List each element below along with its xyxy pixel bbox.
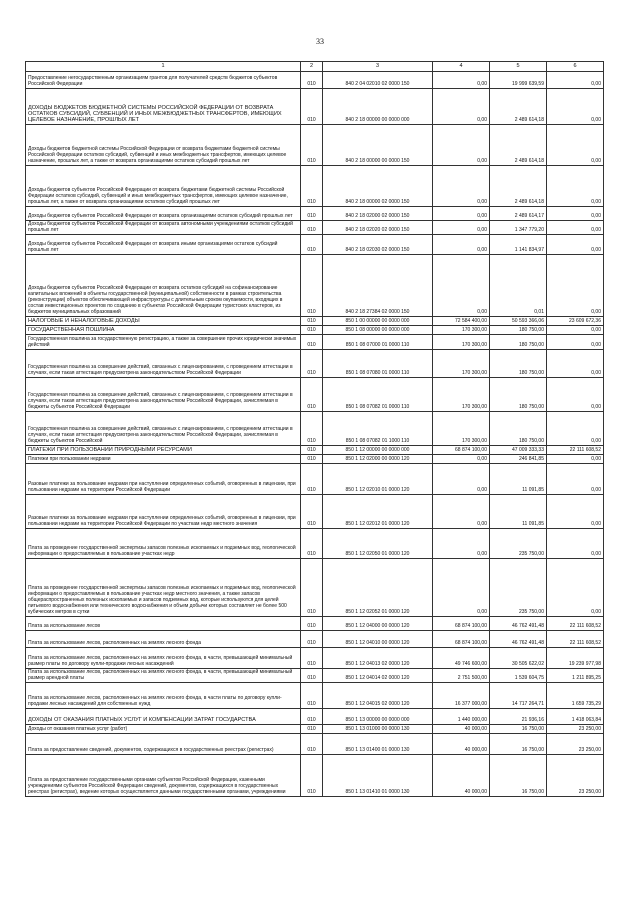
table-row bbox=[26, 755, 604, 797]
remaining-amount-cell: 0,00 bbox=[547, 495, 604, 529]
executed-amount-cell: 19 999 639,59 bbox=[490, 72, 547, 89]
executed-amount-cell: 180 750,00 bbox=[490, 378, 547, 412]
row-name-cell: Плата за использование лесов, расположенных на землях лесного фонда, в части, превышающей минимальный размер платы по договору купли-продажи лесных насаждений bbox=[26, 648, 301, 669]
admin-code-cell: 010 bbox=[301, 350, 323, 378]
admin-code-cell: 010 bbox=[301, 648, 323, 669]
row-name-cell: Плата за проведение государственной экспертизы запасов полезных ископаемых и подземных вод, геологической информации о предоставляемых в пользование участках недр bbox=[26, 529, 301, 559]
table-row bbox=[26, 648, 604, 669]
classification-code-cell: 840 2 18 02000 02 0000 150 bbox=[323, 207, 433, 221]
table-row bbox=[26, 412, 604, 446]
row-name-cell: Доходы бюджетов субъектов Российской Федерации от возврата автономными учреждениями остатков субсидий прошлых лет bbox=[26, 221, 301, 235]
planned-amount-cell: 0,00 bbox=[433, 529, 490, 559]
column-number: 5 bbox=[490, 62, 547, 72]
row-name-cell: Плата за использование лесов, расположенных на землях лесного фонда, в части платы по договору купли-продажи лесных насаждений для собственных нужд bbox=[26, 683, 301, 709]
remaining-amount-cell: 23 250,00 bbox=[547, 734, 604, 755]
column-number: 4 bbox=[433, 62, 490, 72]
admin-code-cell: 010 bbox=[301, 455, 323, 464]
planned-amount-cell: 170 300,00 bbox=[433, 412, 490, 446]
table-row bbox=[26, 255, 604, 317]
classification-code-cell: 850 1 12 04010 00 0000 120 bbox=[323, 631, 433, 648]
planned-amount-cell: 68 874 100,00 bbox=[433, 631, 490, 648]
executed-amount-cell: 0,01 bbox=[490, 255, 547, 317]
admin-code-cell: 010 bbox=[301, 495, 323, 529]
column-number: 2 bbox=[301, 62, 323, 72]
planned-amount-cell: 0,00 bbox=[433, 495, 490, 529]
planned-amount-cell: 40 000,00 bbox=[433, 725, 490, 734]
remaining-amount-cell: 0,00 bbox=[547, 207, 604, 221]
planned-amount-cell: 0,00 bbox=[433, 455, 490, 464]
remaining-amount-cell: 19 239 977,98 bbox=[547, 648, 604, 669]
admin-code-cell: 010 bbox=[301, 125, 323, 166]
admin-code-cell: 010 bbox=[301, 207, 323, 221]
classification-code-cell: 840 2 18 02030 02 0000 150 bbox=[323, 235, 433, 255]
classification-code-cell: 850 1 13 00000 00 0000 000 bbox=[323, 709, 433, 725]
row-name-cell: Платежи при пользовании недрами bbox=[26, 455, 301, 464]
classification-code-cell: 840 2 18 00000 00 0000 150 bbox=[323, 125, 433, 166]
row-name-cell: ГОСУДАРСТВЕННАЯ ПОШЛИНА bbox=[26, 326, 301, 335]
executed-amount-cell: 16 750,00 bbox=[490, 734, 547, 755]
table-row bbox=[26, 734, 604, 755]
table-row bbox=[26, 669, 604, 683]
column-number: 6 bbox=[547, 62, 604, 72]
admin-code-cell: 010 bbox=[301, 412, 323, 446]
admin-code-cell: 010 bbox=[301, 669, 323, 683]
admin-code-cell: 010 bbox=[301, 725, 323, 734]
classification-code-cell: 850 1 13 01400 01 0000 130 bbox=[323, 734, 433, 755]
classification-code-cell: 840 2 18 00000 02 0000 150 bbox=[323, 166, 433, 207]
planned-amount-cell: 40 000,00 bbox=[433, 755, 490, 797]
row-name-cell: Плата за проведение государственной экспертизы запасов полезных ископаемых и подземных вод, геологической информации о предоставляемых в пользование участках недр местного значения, а также запасов общераспространенных полезных ископаемых и запасов подземных вод, которые используются для целей питьевого водоснабжения или технического водоснабжения и объем добычи которых составляет не более 500 кубических метров в сутки bbox=[26, 559, 301, 617]
classification-code-cell: 850 1 12 02052 01 0000 120 bbox=[323, 559, 433, 617]
remaining-amount-cell: 0,00 bbox=[547, 235, 604, 255]
planned-amount-cell: 0,00 bbox=[433, 89, 490, 125]
admin-code-cell: 010 bbox=[301, 378, 323, 412]
row-name-cell: Плата за использование лесов, расположенных на землях лесного фонда, в части, превышающей минимальный размер арендной платы bbox=[26, 669, 301, 683]
classification-code-cell: 850 1 12 02010 01 0000 120 bbox=[323, 464, 433, 495]
planned-amount-cell: 40 000,00 bbox=[433, 734, 490, 755]
row-name-cell: ДОХОДЫ БЮДЖЕТОВ БЮДЖЕТНОЙ СИСТЕМЫ РОССИЙСКОЙ ФЕДЕРАЦИИ ОТ ВОЗВРАТА ОСТАТКОВ СУБСИДИЙ, СУБВЕНЦИЙ И ИНЫХ МЕЖБЮДЖЕТНЫХ ТРАНСФЕРТОВ, ИМЕЮЩИХ ЦЕЛЕВОЕ НАЗНАЧЕНИЕ, ПРОШЛЫХ ЛЕТ bbox=[26, 89, 301, 125]
table-row bbox=[26, 378, 604, 412]
admin-code-cell: 010 bbox=[301, 559, 323, 617]
remaining-amount-cell: 0,00 bbox=[547, 335, 604, 350]
executed-amount-cell: 2 489 614,18 bbox=[490, 89, 547, 125]
classification-code-cell: 850 1 12 04013 02 0000 120 bbox=[323, 648, 433, 669]
column-number: 1 bbox=[26, 62, 301, 72]
executed-amount-cell: 1 347 779,20 bbox=[490, 221, 547, 235]
executed-amount-cell: 180 750,00 bbox=[490, 335, 547, 350]
executed-amount-cell: 180 750,00 bbox=[490, 350, 547, 378]
planned-amount-cell: 0,00 bbox=[433, 125, 490, 166]
row-name-cell: Государственная пошлина за совершение действий, связанных с лицензированием, с проведением аттестации в случаях, если такая аттестация предусмотрена законодательством Российской Федерации, зачисляемая в бюджеты субъектов Российской Федерации bbox=[26, 378, 301, 412]
row-name-cell: Доходы бюджетов субъектов Российской Федерации от возврата бюджетами бюджетной системы Российской Федерации остатков субсидий, субвенций и иных межбюджетных трансфертов, имеющих целевое назначение, прошлых лет, а также от возврата организациями остатков субсидий прошлых лет bbox=[26, 166, 301, 207]
row-name-cell: Доходы от оказания платных услуг (работ) bbox=[26, 725, 301, 734]
classification-code-cell: 850 1 00 00000 00 0000 000 bbox=[323, 317, 433, 326]
table-row bbox=[26, 125, 604, 166]
remaining-amount-cell: 0,00 bbox=[547, 455, 604, 464]
remaining-amount-cell: 0,00 bbox=[547, 221, 604, 235]
admin-code-cell: 010 bbox=[301, 255, 323, 317]
admin-code-cell: 010 bbox=[301, 89, 323, 125]
executed-amount-cell: 1 141 834,97 bbox=[490, 235, 547, 255]
admin-code-cell: 010 bbox=[301, 755, 323, 797]
table-row bbox=[26, 235, 604, 255]
planned-amount-cell: 170 300,00 bbox=[433, 326, 490, 335]
row-name-cell: Государственная пошлина за государственную регистрацию, а также за совершение прочих юридически значимых действий bbox=[26, 335, 301, 350]
executed-amount-cell: 21 936,16 bbox=[490, 709, 547, 725]
executed-amount-cell: 11 091,85 bbox=[490, 464, 547, 495]
row-name-cell: Доходы бюджетов субъектов Российской Федерации от возврата иными организациями остатков субсидий прошлых лет bbox=[26, 235, 301, 255]
executed-amount-cell: 2 489 614,17 bbox=[490, 207, 547, 221]
remaining-amount-cell: 0,00 bbox=[547, 559, 604, 617]
executed-amount-cell: 16 750,00 bbox=[490, 725, 547, 734]
executed-amount-cell: 1 539 604,75 bbox=[490, 669, 547, 683]
planned-amount-cell: 0,00 bbox=[433, 166, 490, 207]
row-name-cell: Доходы бюджетов субъектов Российской Федерации от возврата организациями остатков субсидий прошлых лет bbox=[26, 207, 301, 221]
table-row bbox=[26, 326, 604, 335]
planned-amount-cell: 170 300,00 bbox=[433, 335, 490, 350]
planned-amount-cell: 2 751 500,00 bbox=[433, 669, 490, 683]
row-name-cell: Плата за предоставление сведений, документов, содержащихся в государственных реестрах (регистрах) bbox=[26, 734, 301, 755]
remaining-amount-cell: 0,00 bbox=[547, 350, 604, 378]
planned-amount-cell: 68 874 100,00 bbox=[433, 617, 490, 631]
remaining-amount-cell: 23 609 672,36 bbox=[547, 317, 604, 326]
row-name-cell: Разовые платежи за пользование недрами при наступлении определенных событий, оговоренных в лицензии, при пользовании недрами на территории Российской Федерации bbox=[26, 464, 301, 495]
admin-code-cell: 010 bbox=[301, 72, 323, 89]
remaining-amount-cell: 0,00 bbox=[547, 255, 604, 317]
table-row bbox=[26, 166, 604, 207]
planned-amount-cell: 170 300,00 bbox=[433, 378, 490, 412]
classification-code-cell: 850 1 12 02000 00 0000 120 bbox=[323, 455, 433, 464]
planned-amount-cell: 1 440 000,00 bbox=[433, 709, 490, 725]
planned-amount-cell: 16 377 000,00 bbox=[433, 683, 490, 709]
classification-code-cell: 850 1 12 00000 00 0000 000 bbox=[323, 446, 433, 455]
table-row bbox=[26, 72, 604, 89]
table-row bbox=[26, 631, 604, 648]
table-row bbox=[26, 683, 604, 709]
executed-amount-cell: 46 762 491,48 bbox=[490, 631, 547, 648]
classification-code-cell: 850 1 13 01410 01 0000 130 bbox=[323, 755, 433, 797]
admin-code-cell: 010 bbox=[301, 326, 323, 335]
classification-code-cell: 850 1 12 02050 01 0000 120 bbox=[323, 529, 433, 559]
admin-code-cell: 010 bbox=[301, 464, 323, 495]
planned-amount-cell: 0,00 bbox=[433, 255, 490, 317]
planned-amount-cell: 0,00 bbox=[433, 464, 490, 495]
classification-code-cell: 840 2 04 02010 02 0000 150 bbox=[323, 72, 433, 89]
classification-code-cell: 840 2 18 02020 02 0000 150 bbox=[323, 221, 433, 235]
classification-code-cell: 850 1 08 07000 01 0000 110 bbox=[323, 335, 433, 350]
remaining-amount-cell: 22 111 608,52 bbox=[547, 631, 604, 648]
executed-amount-cell: 30 505 622,02 bbox=[490, 648, 547, 669]
remaining-amount-cell: 1 659 735,29 bbox=[547, 683, 604, 709]
remaining-amount-cell: 0,00 bbox=[547, 529, 604, 559]
classification-code-cell: 850 1 08 07082 01 1000 110 bbox=[323, 412, 433, 446]
table-row bbox=[26, 617, 604, 631]
table-row bbox=[26, 350, 604, 378]
table-row bbox=[26, 559, 604, 617]
page-number: 33 bbox=[316, 37, 324, 46]
executed-amount-cell: 2 489 614,18 bbox=[490, 166, 547, 207]
admin-code-cell: 010 bbox=[301, 617, 323, 631]
row-name-cell: Доходы бюджетов субъектов Российской Федерации от возврата остатков субсидий на софинансирование капитальных вложений в объекты государственной (муниципальной) собственности в рамках строительства (реконструкции) объектов обеспечивающей инфраструктуры с длительным сроком окупаемости, входящих в состав инвестиционных проектов по созданию в субъектах Российской Федерации туристских кластеров, из бюджетов муниципальных образований bbox=[26, 255, 301, 317]
row-name-cell: Плата за использование лесов bbox=[26, 617, 301, 631]
row-name-cell: Предоставление негосударственным организациям грантов для получателей средств бюджетов субъектов Российской Федерации bbox=[26, 72, 301, 89]
planned-amount-cell: 170 300,00 bbox=[433, 350, 490, 378]
row-name-cell: Разовые платежи за пользование недрами при наступлении определенных событий, оговоренных в лицензии, при пользовании недрами на территории Российской Федерации по участкам недр местного значения bbox=[26, 495, 301, 529]
remaining-amount-cell: 0,00 bbox=[547, 464, 604, 495]
classification-code-cell: 850 1 12 02012 01 0000 120 bbox=[323, 495, 433, 529]
planned-amount-cell: 0,00 bbox=[433, 559, 490, 617]
executed-amount-cell: 50 593 366,06 bbox=[490, 317, 547, 326]
classification-code-cell: 850 1 12 04014 02 0000 120 bbox=[323, 669, 433, 683]
admin-code-cell: 010 bbox=[301, 166, 323, 207]
classification-code-cell: 850 1 12 04015 02 0000 120 bbox=[323, 683, 433, 709]
table-row bbox=[26, 221, 604, 235]
remaining-amount-cell: 22 111 608,52 bbox=[547, 617, 604, 631]
remaining-amount-cell: 0,00 bbox=[547, 378, 604, 412]
remaining-amount-cell: 0,00 bbox=[547, 89, 604, 125]
table-row bbox=[26, 317, 604, 326]
table-row bbox=[26, 335, 604, 350]
executed-amount-cell: 46 762 491,48 bbox=[490, 617, 547, 631]
admin-code-cell: 010 bbox=[301, 734, 323, 755]
executed-amount-cell: 180 750,00 bbox=[490, 412, 547, 446]
remaining-amount-cell: 22 111 608,52 bbox=[547, 446, 604, 455]
classification-code-cell: 840 2 18 27384 02 0000 150 bbox=[323, 255, 433, 317]
remaining-amount-cell: 0,00 bbox=[547, 125, 604, 166]
executed-amount-cell: 14 717 264,71 bbox=[490, 683, 547, 709]
admin-code-cell: 010 bbox=[301, 529, 323, 559]
remaining-amount-cell: 0,00 bbox=[547, 166, 604, 207]
admin-code-cell: 010 bbox=[301, 683, 323, 709]
row-name-cell: ПЛАТЕЖИ ПРИ ПОЛЬЗОВАНИИ ПРИРОДНЫМИ РЕСУРСАМИ bbox=[26, 446, 301, 455]
row-name-cell: ДОХОДЫ ОТ ОКАЗАНИЯ ПЛАТНЫХ УСЛУГ И КОМПЕНСАЦИИ ЗАТРАТ ГОСУДАРСТВА bbox=[26, 709, 301, 725]
planned-amount-cell: 49 746 600,00 bbox=[433, 648, 490, 669]
remaining-amount-cell: 23 250,00 bbox=[547, 755, 604, 797]
remaining-amount-cell: 0,00 bbox=[547, 412, 604, 446]
remaining-amount-cell: 1 418 063,84 bbox=[547, 709, 604, 725]
table-row bbox=[26, 709, 604, 725]
admin-code-cell: 010 bbox=[301, 317, 323, 326]
planned-amount-cell: 0,00 bbox=[433, 235, 490, 255]
column-number-row bbox=[26, 62, 604, 72]
executed-amount-cell: 2 489 614,18 bbox=[490, 125, 547, 166]
executed-amount-cell: 16 750,00 bbox=[490, 755, 547, 797]
table-row bbox=[26, 89, 604, 125]
executed-amount-cell: 47 009 333,33 bbox=[490, 446, 547, 455]
planned-amount-cell: 0,00 bbox=[433, 207, 490, 221]
executed-amount-cell: 11 091,85 bbox=[490, 495, 547, 529]
admin-code-cell: 010 bbox=[301, 709, 323, 725]
classification-code-cell: 850 1 12 04000 00 0000 120 bbox=[323, 617, 433, 631]
classification-code-cell: 850 1 08 07080 01 0000 110 bbox=[323, 350, 433, 378]
table-row bbox=[26, 455, 604, 464]
table-row bbox=[26, 495, 604, 529]
row-name-cell: НАЛОГОВЫЕ И НЕНАЛОГОВЫЕ ДОХОДЫ bbox=[26, 317, 301, 326]
admin-code-cell: 010 bbox=[301, 631, 323, 648]
table-row bbox=[26, 446, 604, 455]
executed-amount-cell: 235 750,00 bbox=[490, 529, 547, 559]
table-row bbox=[26, 725, 604, 734]
planned-amount-cell: 0,00 bbox=[433, 72, 490, 89]
row-name-cell: Плата за предоставление государственными органами субъектов Российской Федерации, казенными учреждениями субъектов Российской Федерации сведений, документов, содержащихся в государственных реестрах (регистрах), ведение которых осуществляется данными государственными органами, учреждениями bbox=[26, 755, 301, 797]
classification-code-cell: 850 1 08 00000 00 0000 000 bbox=[323, 326, 433, 335]
admin-code-cell: 010 bbox=[301, 446, 323, 455]
table-row bbox=[26, 207, 604, 221]
remaining-amount-cell: 1 211 895,25 bbox=[547, 669, 604, 683]
executed-amount-cell: 246 841,85 bbox=[490, 455, 547, 464]
planned-amount-cell: 68 874 100,00 bbox=[433, 446, 490, 455]
remaining-amount-cell: 0,00 bbox=[547, 72, 604, 89]
planned-amount-cell: 0,00 bbox=[433, 221, 490, 235]
budget-revenue-table bbox=[25, 61, 604, 797]
executed-amount-cell: 235 750,00 bbox=[490, 559, 547, 617]
classification-code-cell: 840 2 18 00000 00 0000 000 bbox=[323, 89, 433, 125]
classification-code-cell: 850 1 13 01000 00 0000 130 bbox=[323, 725, 433, 734]
row-name-cell: Государственная пошлина за совершение действий, связанных с лицензированием, с проведением аттестации в случаях, если такая аттестация предусмотрена законодательством Российской Федерации bbox=[26, 350, 301, 378]
column-number: 3 bbox=[323, 62, 433, 72]
remaining-amount-cell: 0,00 bbox=[547, 326, 604, 335]
admin-code-cell: 010 bbox=[301, 335, 323, 350]
row-name-cell: Доходы бюджетов бюджетной системы Российской Федерации от возврата бюджетами бюджетной системы Российской Федерации остатков субсидий, субвенций и иных межбюджетных трансфертов, имеющих целевое назначение, прошлых лет, а также от возврата организациями остатков субсидий прошлых лет bbox=[26, 125, 301, 166]
table-row bbox=[26, 529, 604, 559]
row-name-cell: Плата за использование лесов, расположенных на землях лесного фонда bbox=[26, 631, 301, 648]
admin-code-cell: 010 bbox=[301, 221, 323, 235]
row-name-cell: Государственная пошлина за совершение действий, связанных с лицензированием, с проведением аттестации в случаях, если такая аттестация предусмотрена законодательством Российской Федерации, зачисляемая в бюджеты субъектов Российской bbox=[26, 412, 301, 446]
remaining-amount-cell: 23 250,00 bbox=[547, 725, 604, 734]
classification-code-cell: 850 1 08 07082 01 0000 110 bbox=[323, 378, 433, 412]
planned-amount-cell: 72 584 400,00 bbox=[433, 317, 490, 326]
executed-amount-cell: 180 750,00 bbox=[490, 326, 547, 335]
table-row bbox=[26, 464, 604, 495]
admin-code-cell: 010 bbox=[301, 235, 323, 255]
